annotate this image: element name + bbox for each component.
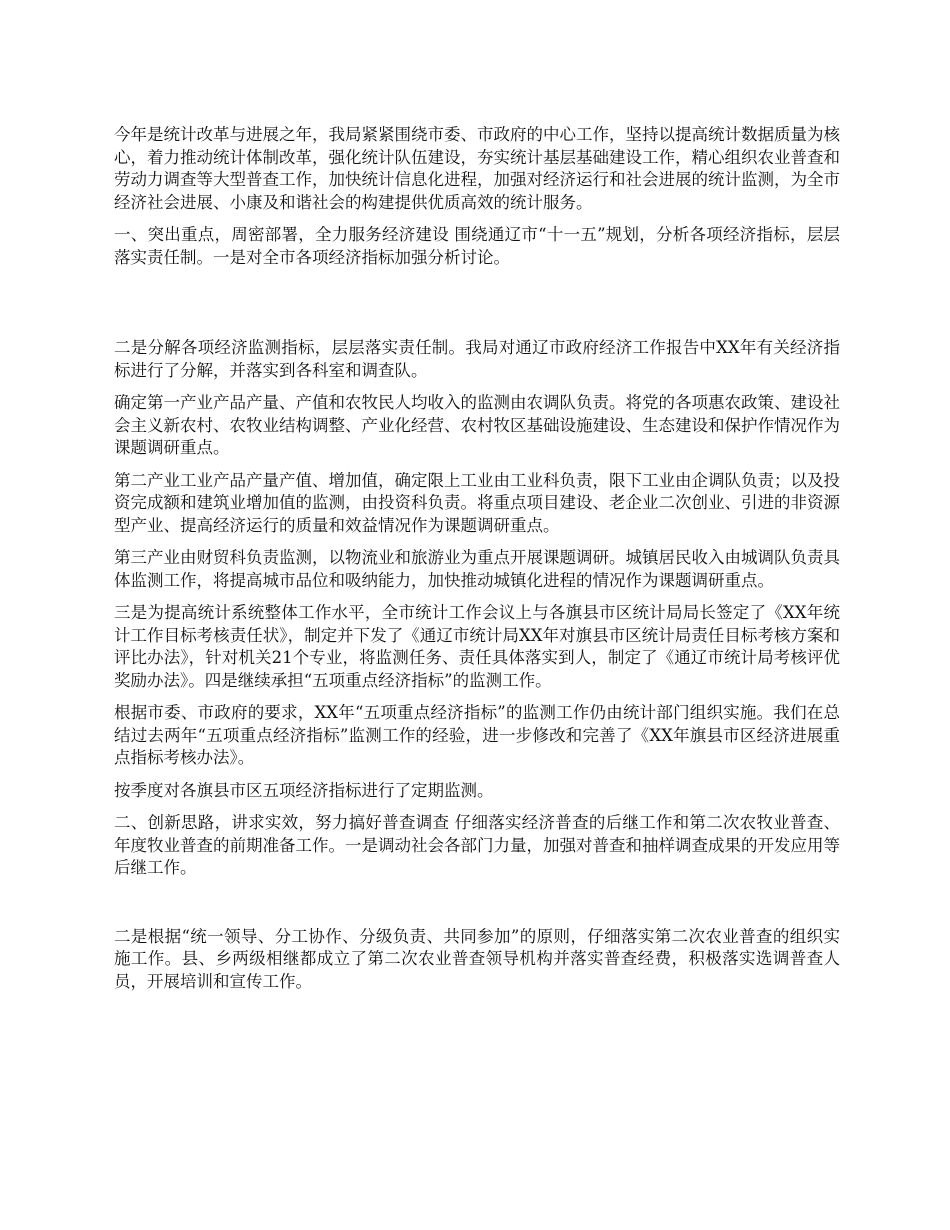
blank-gap — [114, 890, 840, 926]
paragraph-secondary-industry: 第二产业工业产品产量产值、增加值，确定限上工业由工业科负责，限下工业由企调队负责；以及投资完成额和建筑业增加值的监测，由投资科负责。将重点项目建设、老企业二次创业、引进的非资源型产业、提高经济运行的质量和效益情况作为课题调研重点。 — [114, 470, 840, 535]
paragraph-section-one: 一、突出重点，周密部署，全力服务经济建设 围绕通辽市“十一五”规划，分析各项经济指标，层层落实责任制。一是对全市各项经济指标加强分析讨论。 — [114, 225, 840, 267]
paragraph-agricultural-census: 二是根据“统一领导、分工协作、分级负责、共同参加”的原则，仔细落实第二次农业普查的组织实施工作。县、乡两级相继都成立了第二次农业普查领导机构并落实普查经费，积极落实选调普查人员，开展培训和宣传工作。 — [114, 926, 840, 991]
paragraph-section-two: 二、创新思路，讲求实效，努力搞好普查调查 仔细落实经济普查的后继工作和第二次农牧业普查、年度牧业普查的前期准备工作。一是调动社会各部门力量，加强对普查和抽样调查成果的开发应用等后继工作。 — [114, 813, 840, 877]
paragraph-decompose-indicators: 二是分解各项经济监测指标，层层落实责任制。我局对通辽市政府经济工作报告中XX年有关经济指标进行了分解，并落实到各科室和调查队。 — [114, 338, 840, 380]
paragraph-primary-industry: 确定第一产业产品产量、产值和农牧民人均收入的监测由农调队负责。将党的各项惠农政策、建设社会主义新农村、农牧业结构调整、产业化经营、农村牧区基础设施建设、生态建设和保护作情况作为课题调研重点。 — [114, 393, 840, 457]
paragraph-tertiary-industry: 第三产业由财贸科负责监测，以物流业和旅游业为重点开展课题调研。城镇居民收入由城调队负责具体监测工作，将提高城市品位和吸纳能力，加快推动城镇化进程的情况作为课题调研重点。 — [114, 548, 840, 590]
blank-gap — [114, 279, 840, 337]
paragraph-system-work-level: 三是为提高统计系统整体工作水平，全市统计工作会议上与各旗县市区统计局局长签定了《XX年统计工作目标考核责任状》，制定并下发了《通辽市统计局XX年对旗县市区统计局责任目标考核方案和评比办法》，针对机关21个专业，将监测任务、责任具体落实到人，制定了《通辽市统计局考核评优奖励办法》。四是继续承担“五项重点经济指标”的监测工作。 — [114, 603, 840, 690]
paragraph-five-key-indicators: 根据市委、市政府的要求，XX年“五项重点经济指标”的监测工作仍由统计部门组织实施。我们在总结过去两年“五项重点经济指标”监测工作的经验，进一步修改和完善了《XX年旗县市区经济进展重点指标考核办法》。 — [114, 703, 840, 767]
paragraph-intro: 今年是统计改革与进展之年，我局紧紧围绕市委、市政府的中心工作，坚持以提高统计数据质量为核心，着力推动统计体制改革，强化统计队伍建设，夯实统计基层基础建设工作，精心组织农业普查和劳动力调查等大型普查工作，加快统计信息化进程，加强对经济运行和社会进展的统计监测，为全市经济社会进展、小康及和谐社会的构建提供优质高效的统计服务。 — [114, 125, 840, 212]
document-body — [114, 124, 840, 1003]
paragraph-quarterly-monitoring: 按季度对各旗县市区五项经济指标进行了定期监测。 — [114, 780, 494, 800]
